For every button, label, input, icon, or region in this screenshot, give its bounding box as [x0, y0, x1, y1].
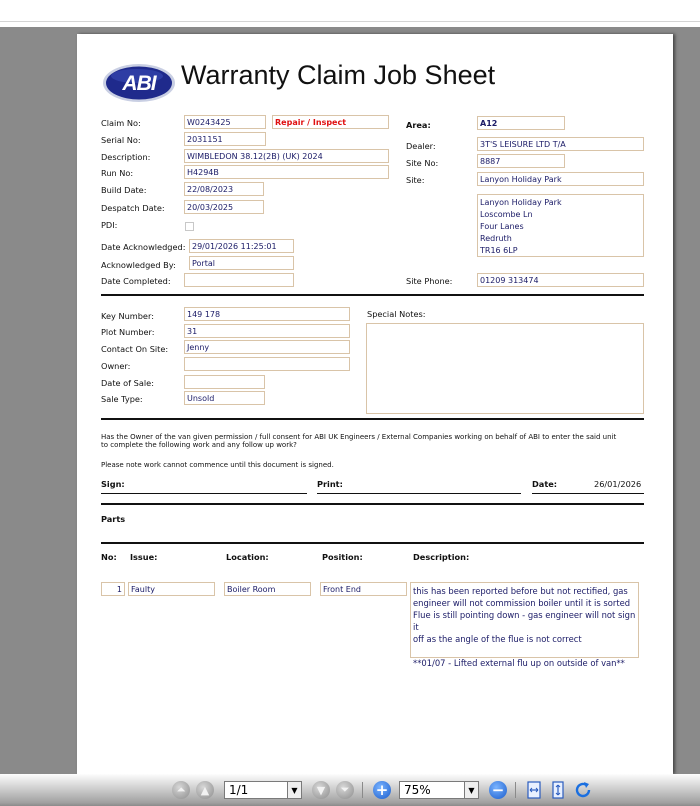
date-line[interactable]	[532, 493, 644, 494]
pdi-checkbox[interactable]	[185, 222, 194, 231]
parts-heading: Parts	[101, 514, 126, 524]
description-line: Flue is still pointing down - gas engineer will not sign it	[413, 610, 636, 632]
col-header-location: Location:	[226, 552, 269, 562]
rotate-icon[interactable]	[574, 781, 594, 799]
col-header-description: Description:	[413, 552, 470, 562]
claim-type-field[interactable]: Repair / Inspect	[272, 115, 389, 129]
col-header-no: No:	[101, 552, 117, 562]
plot-number-field[interactable]: 31	[184, 324, 350, 338]
section-divider	[101, 294, 644, 296]
section-divider	[101, 503, 644, 505]
acknowledged-by-label: Acknowledged By:	[101, 260, 176, 270]
col-header-issue: Issue:	[130, 552, 158, 562]
print-label: Print:	[317, 479, 343, 489]
sale-type-field[interactable]: Unsold	[184, 391, 265, 405]
next-page-icon[interactable]: ▼	[312, 781, 330, 799]
toolbar-separator	[515, 782, 516, 798]
zoom-out-icon[interactable]: −	[489, 781, 507, 799]
description-line: this has been reported before but not rectified, gas	[413, 586, 628, 596]
build-date-field[interactable]: 22/08/2023	[184, 182, 264, 196]
claim-no-field[interactable]: W0243425	[184, 115, 266, 129]
date-acknowledged-field[interactable]: 29/01/2026 11:25:01	[189, 239, 294, 253]
site-label: Site:	[406, 175, 425, 185]
document-page	[77, 34, 673, 774]
special-notes-field[interactable]	[366, 323, 644, 414]
date-completed-field[interactable]	[184, 273, 294, 287]
page-select[interactable]	[224, 781, 302, 799]
address-line: Four Lanes	[480, 222, 524, 231]
note-text: Please note work cannot commence until this document is signed.	[101, 461, 334, 469]
consent-text	[101, 433, 616, 449]
row-description-field[interactable]	[410, 582, 639, 668]
date-of-sale-label: Date of Sale:	[101, 378, 154, 388]
section-divider	[101, 542, 644, 544]
description-line: engineer will not commission boiler until it is sorted	[413, 598, 631, 608]
site-no-field[interactable]: 8887	[477, 154, 565, 168]
address-line: Loscombe Ln	[480, 210, 533, 219]
pdi-label: PDI:	[101, 220, 118, 230]
sale-type-label: Sale Type:	[101, 394, 143, 404]
special-notes-label: Special Notes:	[367, 309, 426, 319]
zoom-in-icon[interactable]: +	[373, 781, 391, 799]
sign-label: Sign:	[101, 479, 125, 489]
row-no-field[interactable]: 1	[101, 582, 125, 596]
pdf-toolbar	[0, 774, 700, 806]
date-label: Date:	[532, 479, 558, 489]
run-no-field[interactable]: H4294B	[184, 165, 389, 179]
despatch-date-label: Despatch Date:	[101, 203, 165, 213]
date-completed-label: Date Completed:	[101, 276, 171, 286]
description-field[interactable]: WIMBLEDON 38.12(2B) (UK) 2024	[184, 149, 389, 163]
fit-page-icon[interactable]	[550, 781, 566, 799]
dealer-label: Dealer:	[406, 141, 436, 151]
site-phone-label: Site Phone:	[406, 276, 453, 286]
claim-no-label: Claim No:	[101, 118, 141, 128]
site-field[interactable]: Lanyon Holiday Park	[477, 172, 644, 186]
row-issue-field[interactable]: Faulty	[128, 582, 215, 596]
acknowledged-by-field[interactable]: Portal	[189, 256, 294, 270]
row-position-field[interactable]: Front End	[320, 582, 407, 596]
description-line	[413, 645, 636, 657]
fit-width-icon[interactable]	[526, 781, 542, 799]
key-number-field[interactable]: 149 178	[184, 307, 350, 321]
plot-number-label: Plot Number:	[101, 327, 155, 337]
contact-on-site-label: Contact On Site:	[101, 344, 169, 354]
owner-label: Owner:	[101, 361, 131, 371]
row-location-field[interactable]: Boiler Room	[224, 582, 311, 596]
top-divider	[0, 21, 700, 22]
last-page-icon[interactable]: ⏷	[336, 781, 354, 799]
toolbar-separator	[362, 782, 363, 798]
date-of-sale-field[interactable]	[184, 375, 265, 389]
logo-text: ABI	[122, 72, 156, 95]
address-line: Redruth	[480, 234, 512, 243]
consent-text-line: to complete the following work and any follow up work?	[101, 441, 297, 449]
zoom-select-value: 75%	[404, 783, 431, 797]
build-date-label: Build Date:	[101, 185, 147, 195]
section-divider	[101, 418, 644, 420]
key-number-label: Key Number:	[101, 311, 154, 321]
serial-no-label: Serial No:	[101, 135, 141, 145]
area-label: Area:	[406, 120, 431, 130]
document-title: Warranty Claim Job Sheet	[181, 60, 496, 90]
print-line[interactable]	[317, 493, 521, 494]
area-field[interactable]: A12	[477, 116, 565, 130]
dealer-field[interactable]: 3T'S LEISURE LTD T/A	[477, 137, 644, 151]
sign-line[interactable]	[101, 493, 307, 494]
consent-text-line: Has the Owner of the van given permission / full consent for ABI UK Engineers / External Companies working on behalf of ABI to enter the said unit	[101, 433, 617, 441]
window-top-strip	[0, 0, 700, 22]
description-label: Description:	[101, 152, 151, 162]
date-value: 26/01/2026	[594, 479, 642, 489]
site-address-field[interactable]	[477, 194, 644, 257]
abi-logo	[101, 62, 177, 104]
description-line: off as the angle of the flue is not correct	[413, 634, 582, 644]
zoom-select[interactable]	[399, 781, 479, 799]
run-no-label: Run No:	[101, 168, 134, 178]
prev-page-icon[interactable]: ▲	[196, 781, 214, 799]
chevron-down-icon: ▼	[287, 782, 301, 798]
description-line: **01/07 - Lifted external flu up on outside of van**	[413, 658, 625, 668]
date-acknowledged-label: Date Acknowledged:	[101, 242, 186, 252]
site-phone-field[interactable]: 01209 313474	[477, 273, 644, 287]
address-line: TR16 6LP	[480, 246, 518, 255]
chevron-down-icon: ▼	[464, 782, 478, 798]
owner-field[interactable]	[184, 357, 350, 371]
page-select-value: 1/1	[229, 783, 249, 797]
col-header-position: Position:	[322, 552, 363, 562]
contact-on-site-field[interactable]: Jenny	[184, 340, 350, 354]
serial-no-field[interactable]: 2031151	[184, 132, 266, 146]
despatch-date-field[interactable]: 20/03/2025	[184, 200, 264, 214]
site-no-label: Site No:	[406, 158, 439, 168]
first-page-icon[interactable]: ⏶	[172, 781, 190, 799]
address-line: Lanyon Holiday Park	[480, 198, 562, 207]
